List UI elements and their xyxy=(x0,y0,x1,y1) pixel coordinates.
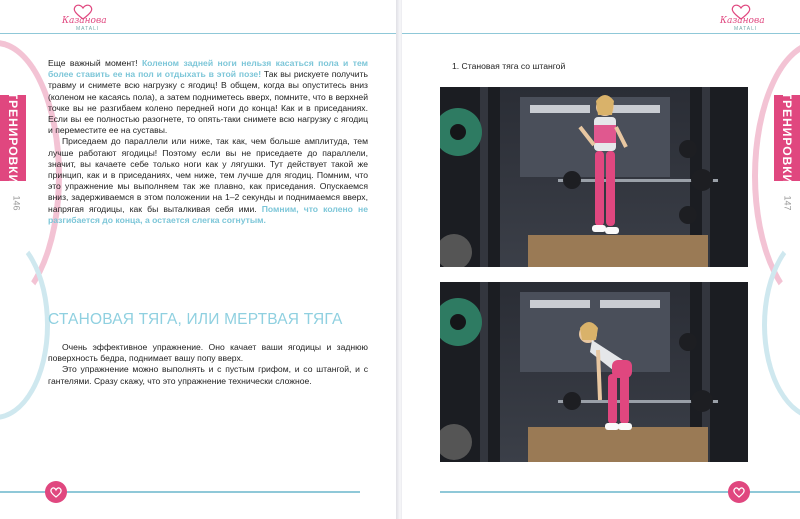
left-page xyxy=(0,0,398,519)
heart-icon xyxy=(49,485,63,499)
section-tab-label: ТРЕНИРОВКИ xyxy=(6,91,20,185)
page-number: 146 xyxy=(11,195,22,211)
section-tab-label: ТРЕНИРОВКИ xyxy=(780,91,794,185)
page-number: 147 xyxy=(782,195,793,211)
paragraph-3: Очень эффективное упражнение. Оно качает ваши ягодицы и заднюю поверхность бедра, поднимает вашу попу вверх. xyxy=(48,342,368,364)
section-tab xyxy=(0,91,26,185)
list-title: 1. Становая тяга со штангой xyxy=(452,61,566,71)
paragraph-2 xyxy=(48,136,368,226)
body-text-block xyxy=(48,58,368,226)
footer-badge xyxy=(45,481,67,503)
right-page xyxy=(402,0,800,519)
photo-deadlift-bent xyxy=(440,282,748,462)
text-run: Еще важный момент! xyxy=(48,58,142,68)
header-rule xyxy=(0,33,398,34)
logo-script: Казанова xyxy=(62,16,107,26)
footer-badge xyxy=(728,481,750,503)
text-run: Так вы рискуете получить травму и снимете всю нагрузку с ягодиц! В общем, когда вы опуститесь вниз (коленом не касаясь пола), а затем подниметесь вверх, помните, что в верхней точке вы не разгибаем колено передней ноги до конца! Как и в приседаниях. Если вы ее полностью разогнете, то опять-таки снимете всю нагрузку с ягодиц и переместите ее на суставы. xyxy=(48,69,368,136)
paragraph-4: Это упражнение можно выполнять и с пустым грифом, и со штангой, и с гантелями. Сразу скажу, что это упражнение технически сложное. xyxy=(48,364,368,386)
heart-icon xyxy=(732,485,746,499)
photo-deadlift-standing xyxy=(440,87,748,267)
logo-sub: MATALI xyxy=(734,26,758,32)
section-tab xyxy=(774,91,800,185)
text-run: Приседаем до параллели или ниже, так как, чем больше амплитуда, тем лучше работают ягодицы! Поэтому если вы не приседаете до параллели, значит, вы качаете себе только ноги как у лягушки. Тут действует такой же принцип, как и в приседаниях, чем ниже, тем лучше для ягодиц. Помним, что это упражнение мы выполняем так же плавно, как приседания. Опускаемся вниз, задерживаемся в этом положении на 1–2 секунды и поднимаемся вверх, напрягая ягодицы, как бы выталкивая себя ими. xyxy=(48,136,368,214)
body-text-block-2 xyxy=(48,342,368,387)
logo-sub: MATALI xyxy=(76,26,100,32)
section-heading: СТАНОВАЯ ТЯГА, ИЛИ МЕРТВАЯ ТЯГА xyxy=(48,311,343,328)
brand-logo xyxy=(62,4,106,34)
brand-logo xyxy=(720,4,764,34)
highlight-text: Коленом задней ноги нельзя касаться пола и тем более ставить ее на пол и отдыхать в этой позе! xyxy=(48,58,368,80)
logo-script: Казанова xyxy=(720,16,765,26)
highlight-text: Помним, что колено не разгибается до конца, а остается слегка согнутым. xyxy=(48,203,368,225)
paragraph-1 xyxy=(48,58,368,136)
